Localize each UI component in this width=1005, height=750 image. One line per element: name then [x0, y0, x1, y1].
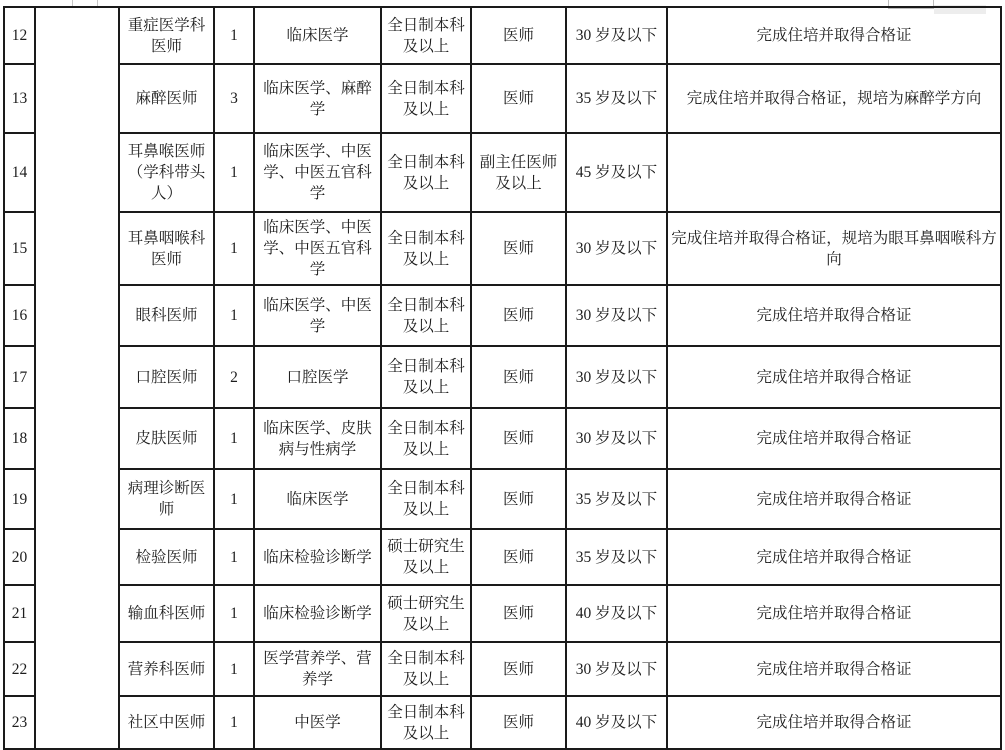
position-name: 眼科医师	[119, 285, 214, 346]
education-requirement: 全日制本科及以上	[381, 64, 471, 133]
title-requirement: 医师	[471, 64, 566, 133]
title-requirement: 医师	[471, 285, 566, 346]
recruit-count: 1	[214, 133, 254, 212]
position-name: 麻醉医师	[119, 64, 214, 133]
position-name: 社区中医师	[119, 696, 214, 749]
age-requirement: 40 岁及以下	[566, 585, 667, 642]
education-requirement: 全日制本科及以上	[381, 469, 471, 529]
position-name: 病理诊断医师	[119, 469, 214, 529]
table-row	[4, 585, 1001, 642]
age-requirement: 30 岁及以下	[566, 642, 667, 696]
row-number: 23	[4, 696, 35, 749]
age-requirement: 30 岁及以下	[566, 212, 667, 285]
position-name: 检验医师	[119, 529, 214, 585]
table-row	[4, 408, 1001, 469]
major-requirement: 临床医学	[254, 469, 381, 529]
position-name: 输血科医师	[119, 585, 214, 642]
age-requirement: 30 岁及以下	[566, 408, 667, 469]
age-requirement: 40 岁及以下	[566, 696, 667, 749]
title-requirement: 副主任医师及以上	[471, 133, 566, 212]
title-requirement: 医师	[471, 408, 566, 469]
major-requirement: 临床检验诊断学	[254, 529, 381, 585]
remark-text	[667, 133, 1001, 212]
row-number: 19	[4, 469, 35, 529]
education-requirement: 全日制本科及以上	[381, 696, 471, 749]
major-requirement: 临床医学	[254, 7, 381, 64]
age-requirement: 45 岁及以下	[566, 133, 667, 212]
major-requirement: 临床医学、皮肤病与性病学	[254, 408, 381, 469]
row-number: 18	[4, 408, 35, 469]
position-name: 耳鼻咽喉科医师	[119, 212, 214, 285]
recruit-count: 1	[214, 529, 254, 585]
remark-text: 完成住培并取得合格证	[667, 529, 1001, 585]
position-name: 皮肤医师	[119, 408, 214, 469]
remark-text: 完成住培并取得合格证	[667, 696, 1001, 749]
remark-text: 完成住培并取得合格证	[667, 642, 1001, 696]
title-requirement: 医师	[471, 469, 566, 529]
table-row	[4, 7, 1001, 64]
position-name: 营养科医师	[119, 642, 214, 696]
major-requirement: 临床医学、中医学、中医五官科学	[254, 212, 381, 285]
recruit-count: 2	[214, 346, 254, 408]
row-number: 13	[4, 64, 35, 133]
table-row	[4, 212, 1001, 285]
age-requirement: 35 岁及以下	[566, 469, 667, 529]
major-requirement: 口腔医学	[254, 346, 381, 408]
recruit-count: 1	[214, 7, 254, 64]
education-requirement: 硕士研究生及以上	[381, 529, 471, 585]
age-requirement: 30 岁及以下	[566, 285, 667, 346]
remark-text: 完成住培并取得合格证	[667, 408, 1001, 469]
recruit-count: 1	[214, 408, 254, 469]
education-requirement: 全日制本科及以上	[381, 408, 471, 469]
row-number: 20	[4, 529, 35, 585]
table-body	[4, 7, 1001, 749]
remark-text: 完成住培并取得合格证	[667, 7, 1001, 64]
row-number: 22	[4, 642, 35, 696]
table-row	[4, 529, 1001, 585]
title-requirement: 医师	[471, 7, 566, 64]
title-requirement: 医师	[471, 696, 566, 749]
position-name: 重症医学科医师	[119, 7, 214, 64]
row-number: 15	[4, 212, 35, 285]
recruit-count: 1	[214, 469, 254, 529]
education-requirement: 全日制本科及以上	[381, 642, 471, 696]
education-requirement: 全日制本科及以上	[381, 285, 471, 346]
major-requirement: 临床医学、中医学、中医五官科学	[254, 133, 381, 212]
title-requirement: 医师	[471, 585, 566, 642]
table-row	[4, 64, 1001, 133]
position-name: 耳鼻喉医师（学科带头人）	[119, 133, 214, 212]
remark-text: 完成住培并取得合格证	[667, 469, 1001, 529]
age-requirement: 35 岁及以下	[566, 529, 667, 585]
title-requirement: 医师	[471, 642, 566, 696]
major-requirement: 临床医学、麻醉学	[254, 64, 381, 133]
remark-text: 完成住培并取得合格证	[667, 285, 1001, 346]
table-row	[4, 642, 1001, 696]
table-row	[4, 696, 1001, 749]
title-requirement: 医师	[471, 346, 566, 408]
table-row	[4, 285, 1001, 346]
education-requirement: 全日制本科及以上	[381, 212, 471, 285]
position-name: 口腔医师	[119, 346, 214, 408]
recruit-count: 1	[214, 212, 254, 285]
age-requirement: 35 岁及以下	[566, 64, 667, 133]
recruit-count: 1	[214, 642, 254, 696]
major-requirement: 医学营养学、营养学	[254, 642, 381, 696]
recruit-count: 1	[214, 585, 254, 642]
education-requirement: 全日制本科及以上	[381, 346, 471, 408]
major-requirement: 中医学	[254, 696, 381, 749]
table-row	[4, 346, 1001, 408]
table-row	[4, 133, 1001, 212]
age-requirement: 30 岁及以下	[566, 346, 667, 408]
recruit-count: 1	[214, 696, 254, 749]
remark-text: 完成住培并取得合格证	[667, 346, 1001, 408]
recruit-count: 1	[214, 285, 254, 346]
remark-text: 完成住培并取得合格证，规培为麻醉学方向	[667, 64, 1001, 133]
table-row	[4, 469, 1001, 529]
row-number: 14	[4, 133, 35, 212]
major-requirement: 临床医学、中医学	[254, 285, 381, 346]
education-requirement: 全日制本科及以上	[381, 7, 471, 64]
education-requirement: 硕士研究生及以上	[381, 585, 471, 642]
major-requirement: 临床检验诊断学	[254, 585, 381, 642]
title-requirement: 医师	[471, 529, 566, 585]
unit-merged-cell	[35, 7, 119, 749]
row-number: 16	[4, 285, 35, 346]
row-number: 12	[4, 7, 35, 64]
age-requirement: 30 岁及以下	[566, 7, 667, 64]
row-number: 17	[4, 346, 35, 408]
title-requirement: 医师	[471, 212, 566, 285]
remark-text: 完成住培并取得合格证，规培为眼耳鼻咽喉科方向	[667, 212, 1001, 285]
row-number: 21	[4, 585, 35, 642]
recruit-count: 3	[214, 64, 254, 133]
remark-text: 完成住培并取得合格证	[667, 585, 1001, 642]
recruitment-table	[3, 6, 1002, 750]
education-requirement: 全日制本科及以上	[381, 133, 471, 212]
